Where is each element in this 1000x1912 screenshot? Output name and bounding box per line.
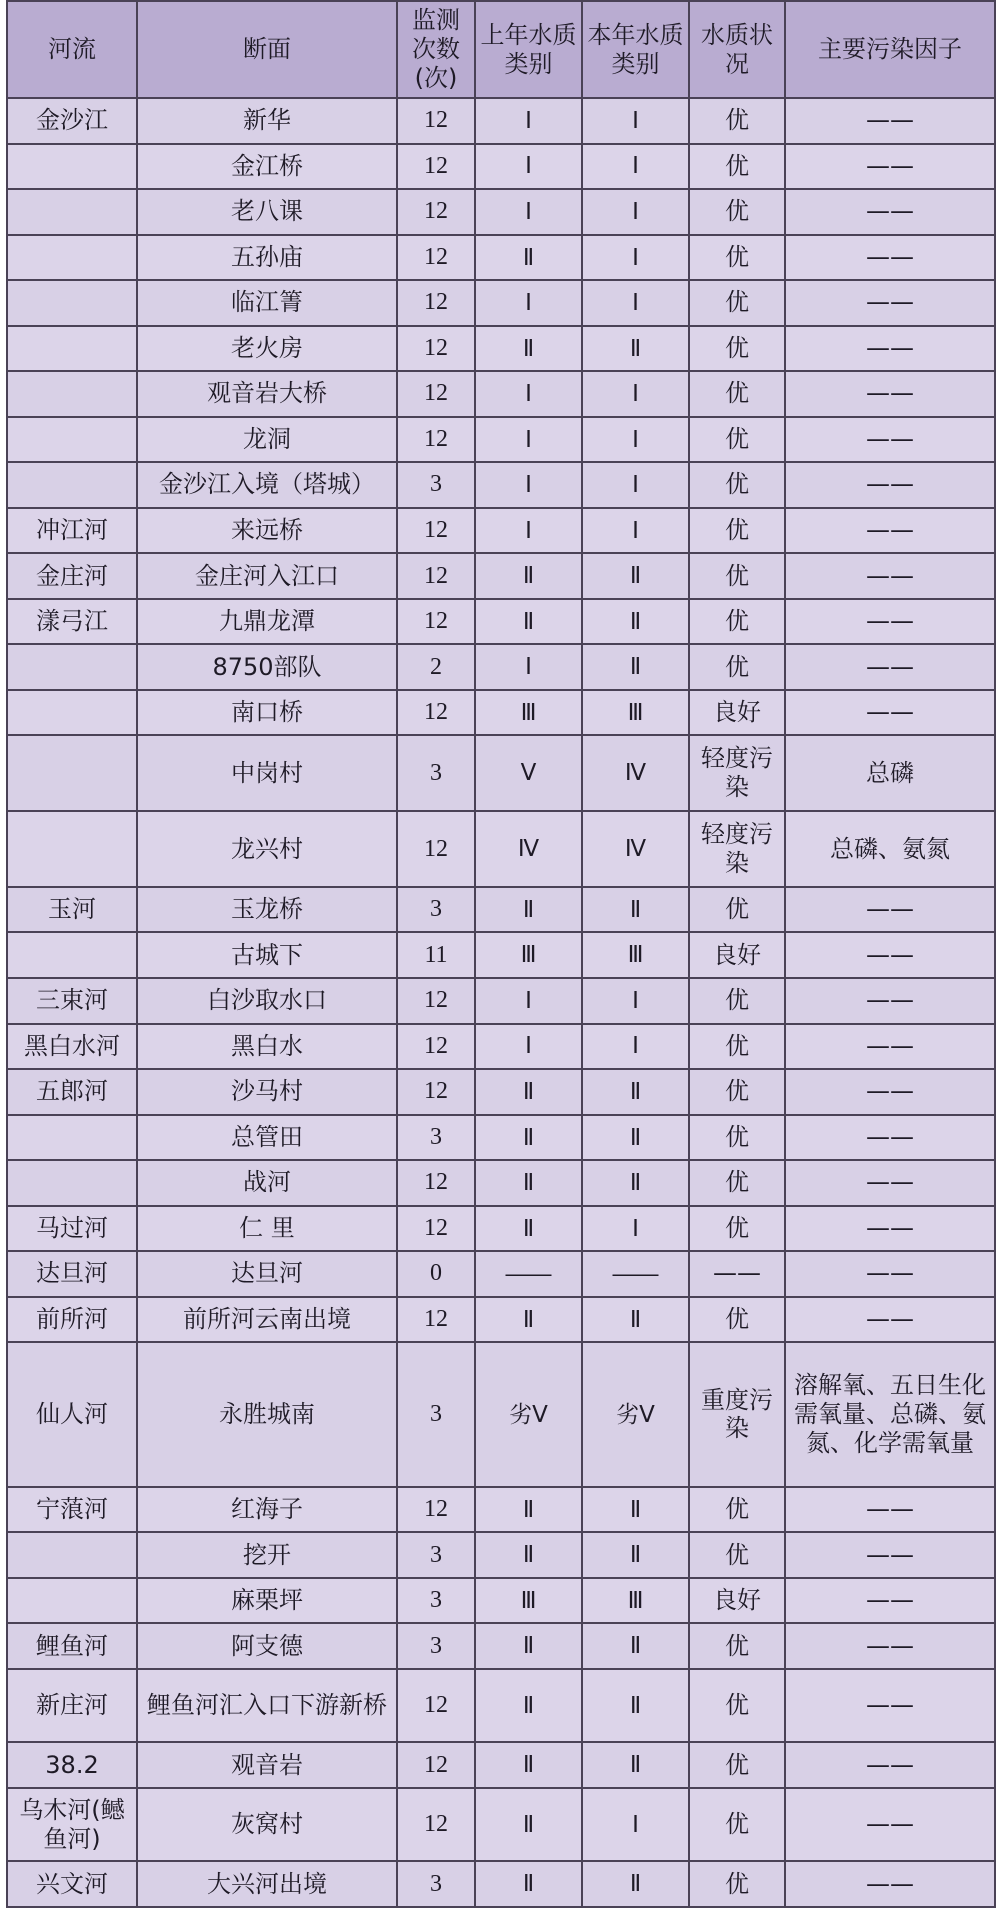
cell-count: 12	[397, 1487, 475, 1533]
cell-section: 老火房	[137, 326, 397, 372]
cell-count: 12	[397, 189, 475, 235]
cell-this-year-class: Ⅳ	[582, 735, 689, 811]
cell-status: 优	[689, 462, 785, 508]
table-row	[7, 1861, 995, 1907]
cell-section: 龙洞	[137, 417, 397, 463]
cell-main-factor: 总磷	[785, 735, 995, 811]
cell-count: 3	[397, 1342, 475, 1487]
cell-this-year-class: Ⅰ	[582, 98, 689, 144]
cell-last-year-class: 劣Ⅴ	[475, 1342, 582, 1487]
cell-section: 阿支德	[137, 1623, 397, 1669]
cell-main-factor: ——	[785, 690, 995, 736]
cell-section: 临江箐	[137, 280, 397, 326]
cell-last-year-class: Ⅱ	[475, 553, 582, 599]
cell-count: 3	[397, 1115, 475, 1161]
cell-status: 优	[689, 1742, 785, 1788]
cell-status: 轻度污染	[689, 735, 785, 811]
cell-section: 总管田	[137, 1115, 397, 1161]
table-row	[7, 1532, 995, 1578]
cell-section: 金沙江入境（塔城）	[137, 462, 397, 508]
cell-status: 优	[689, 553, 785, 599]
cell-section: 战河	[137, 1160, 397, 1206]
cell-this-year-class: Ⅰ	[582, 508, 689, 554]
cell-river: 漾弓江	[7, 599, 137, 645]
cell-river: 三束河	[7, 978, 137, 1024]
cell-last-year-class: Ⅴ	[475, 735, 582, 811]
cell-status: 重度污染	[689, 1342, 785, 1487]
cell-river	[7, 1532, 137, 1578]
cell-main-factor: ——	[785, 98, 995, 144]
cell-river	[7, 644, 137, 690]
table-row	[7, 690, 995, 736]
table-row	[7, 235, 995, 281]
cell-section: 白沙取水口	[137, 978, 397, 1024]
header-river: 河流	[7, 1, 137, 98]
cell-main-factor: ——	[785, 1206, 995, 1252]
cell-main-factor: ——	[785, 1623, 995, 1669]
cell-status: 优	[689, 1297, 785, 1343]
table-row	[7, 553, 995, 599]
cell-section: 达旦河	[137, 1251, 397, 1297]
cell-section: 龙兴村	[137, 811, 397, 887]
cell-count: 3	[397, 462, 475, 508]
cell-count: 11	[397, 932, 475, 978]
cell-main-factor: ——	[785, 644, 995, 690]
cell-river	[7, 1160, 137, 1206]
cell-this-year-class: Ⅱ	[582, 326, 689, 372]
cell-count: 12	[397, 280, 475, 326]
cell-main-factor: ——	[785, 1160, 995, 1206]
cell-count: 3	[397, 1532, 475, 1578]
cell-status: 优	[689, 371, 785, 417]
cell-main-factor: ——	[785, 1861, 995, 1907]
cell-count: 3	[397, 735, 475, 811]
table-row	[7, 1487, 995, 1533]
cell-last-year-class: Ⅱ	[475, 1532, 582, 1578]
cell-main-factor: ——	[785, 1742, 995, 1788]
cell-last-year-class: Ⅱ	[475, 1487, 582, 1533]
cell-status: 优	[689, 1069, 785, 1115]
cell-river: 马过河	[7, 1206, 137, 1252]
cell-count: 0	[397, 1251, 475, 1297]
cell-river	[7, 811, 137, 887]
cell-main-factor: ——	[785, 1788, 995, 1862]
cell-status: 优	[689, 1788, 785, 1862]
cell-count: 3	[397, 1861, 475, 1907]
table-row	[7, 1069, 995, 1115]
cell-river	[7, 690, 137, 736]
cell-count: 12	[397, 508, 475, 554]
cell-main-factor: ——	[785, 887, 995, 933]
cell-this-year-class: Ⅰ	[582, 144, 689, 190]
cell-count: 12	[397, 553, 475, 599]
cell-status: 优	[689, 235, 785, 281]
table-row	[7, 462, 995, 508]
cell-this-year-class: Ⅰ	[582, 417, 689, 463]
cell-this-year-class: Ⅰ	[582, 371, 689, 417]
cell-section: 仁 里	[137, 1206, 397, 1252]
cell-section: 鲤鱼河汇入口下游新桥	[137, 1669, 397, 1743]
cell-section: 新华	[137, 98, 397, 144]
cell-this-year-class: 劣Ⅴ	[582, 1342, 689, 1487]
cell-status: 良好	[689, 932, 785, 978]
cell-count: 12	[397, 978, 475, 1024]
cell-section: 永胜城南	[137, 1342, 397, 1487]
cell-main-factor: ——	[785, 280, 995, 326]
cell-section: 观音岩	[137, 1742, 397, 1788]
cell-this-year-class: Ⅰ	[582, 462, 689, 508]
table-row	[7, 1251, 995, 1297]
cell-river	[7, 1115, 137, 1161]
cell-last-year-class: Ⅰ	[475, 978, 582, 1024]
cell-count: 2	[397, 644, 475, 690]
header-this-year-class: 本年水质类别	[582, 1, 689, 98]
header-section: 断面	[137, 1, 397, 98]
cell-last-year-class: Ⅱ	[475, 1742, 582, 1788]
cell-this-year-class: Ⅱ	[582, 887, 689, 933]
cell-main-factor: ——	[785, 1069, 995, 1115]
table-row	[7, 417, 995, 463]
cell-river	[7, 189, 137, 235]
cell-section: 南口桥	[137, 690, 397, 736]
cell-main-factor: 溶解氧、五日生化需氧量、总磷、氨氮、化学需氧量	[785, 1342, 995, 1487]
table-row	[7, 1623, 995, 1669]
cell-count: 12	[397, 1788, 475, 1862]
cell-this-year-class: Ⅱ	[582, 1623, 689, 1669]
table-row	[7, 189, 995, 235]
table-row	[7, 1342, 995, 1487]
cell-status: 优	[689, 1669, 785, 1743]
table-row	[7, 599, 995, 645]
header-count: 监测次数(次)	[397, 1, 475, 98]
cell-section: 麻栗坪	[137, 1578, 397, 1624]
cell-last-year-class: Ⅱ	[475, 1297, 582, 1343]
cell-river: 冲江河	[7, 508, 137, 554]
cell-status: 优	[689, 887, 785, 933]
cell-main-factor: ——	[785, 371, 995, 417]
cell-count: 12	[397, 326, 475, 372]
cell-status: 良好	[689, 690, 785, 736]
header-last-year-class: 上年水质类别	[475, 1, 582, 98]
cell-status: 优	[689, 417, 785, 463]
cell-status: 优	[689, 1623, 785, 1669]
table-row	[7, 371, 995, 417]
cell-main-factor: ——	[785, 326, 995, 372]
cell-main-factor: ——	[785, 144, 995, 190]
cell-last-year-class: Ⅱ	[475, 1115, 582, 1161]
cell-this-year-class: Ⅲ	[582, 1578, 689, 1624]
cell-count: 12	[397, 371, 475, 417]
cell-status: 优	[689, 1024, 785, 1070]
cell-last-year-class: Ⅲ	[475, 1578, 582, 1624]
cell-this-year-class: Ⅱ	[582, 1861, 689, 1907]
cell-this-year-class: Ⅱ	[582, 1669, 689, 1743]
cell-last-year-class: Ⅱ	[475, 1788, 582, 1862]
cell-river: 金沙江	[7, 98, 137, 144]
cell-last-year-class: Ⅰ	[475, 189, 582, 235]
cell-section: 沙马村	[137, 1069, 397, 1115]
cell-last-year-class: Ⅰ	[475, 1024, 582, 1070]
cell-count: 12	[397, 811, 475, 887]
cell-status: ——	[689, 1251, 785, 1297]
cell-this-year-class: ——	[582, 1251, 689, 1297]
cell-section: 大兴河出境	[137, 1861, 397, 1907]
cell-last-year-class: Ⅱ	[475, 1160, 582, 1206]
cell-this-year-class: Ⅰ	[582, 1024, 689, 1070]
cell-status: 优	[689, 189, 785, 235]
cell-river	[7, 462, 137, 508]
cell-section: 挖开	[137, 1532, 397, 1578]
table-row	[7, 1578, 995, 1624]
table-row	[7, 98, 995, 144]
cell-river	[7, 371, 137, 417]
cell-status: 优	[689, 1206, 785, 1252]
cell-last-year-class: Ⅱ	[475, 1669, 582, 1743]
water-quality-sheet	[6, 0, 994, 1908]
cell-this-year-class: Ⅰ	[582, 1206, 689, 1252]
cell-section: 中岗村	[137, 735, 397, 811]
cell-last-year-class: Ⅲ	[475, 690, 582, 736]
cell-river: 新庄河	[7, 1669, 137, 1743]
cell-this-year-class: Ⅰ	[582, 189, 689, 235]
cell-last-year-class: Ⅱ	[475, 1623, 582, 1669]
cell-main-factor: ——	[785, 978, 995, 1024]
cell-section: 前所河云南出境	[137, 1297, 397, 1343]
cell-this-year-class: Ⅱ	[582, 1297, 689, 1343]
cell-count: 12	[397, 98, 475, 144]
cell-river: 鲤鱼河	[7, 1623, 137, 1669]
cell-river	[7, 235, 137, 281]
cell-river: 五郎河	[7, 1069, 137, 1115]
table-row	[7, 1669, 995, 1743]
table-row	[7, 644, 995, 690]
cell-count: 3	[397, 1623, 475, 1669]
cell-river: 兴文河	[7, 1861, 137, 1907]
cell-this-year-class: Ⅱ	[582, 553, 689, 599]
cell-count: 12	[397, 1669, 475, 1743]
cell-section: 老八课	[137, 189, 397, 235]
cell-this-year-class: Ⅱ	[582, 1742, 689, 1788]
cell-section: 五孙庙	[137, 235, 397, 281]
cell-main-factor: ——	[785, 417, 995, 463]
cell-this-year-class: Ⅱ	[582, 644, 689, 690]
cell-last-year-class: Ⅰ	[475, 371, 582, 417]
cell-section: 8750部队	[137, 644, 397, 690]
cell-section: 古城下	[137, 932, 397, 978]
cell-last-year-class: Ⅰ	[475, 144, 582, 190]
cell-last-year-class: Ⅰ	[475, 98, 582, 144]
cell-section: 金江桥	[137, 144, 397, 190]
cell-status: 优	[689, 1487, 785, 1533]
cell-this-year-class: Ⅲ	[582, 690, 689, 736]
header-status: 水质状况	[689, 1, 785, 98]
cell-river	[7, 417, 137, 463]
cell-last-year-class: Ⅱ	[475, 1206, 582, 1252]
cell-last-year-class: Ⅰ	[475, 417, 582, 463]
table-row	[7, 1024, 995, 1070]
cell-main-factor: ——	[785, 462, 995, 508]
cell-main-factor: ——	[785, 1251, 995, 1297]
cell-status: 优	[689, 144, 785, 190]
cell-last-year-class: Ⅰ	[475, 462, 582, 508]
cell-section: 玉龙桥	[137, 887, 397, 933]
table-row	[7, 280, 995, 326]
cell-river	[7, 326, 137, 372]
cell-count: 12	[397, 1742, 475, 1788]
cell-section: 观音岩大桥	[137, 371, 397, 417]
cell-river: 玉河	[7, 887, 137, 933]
cell-main-factor: ——	[785, 1115, 995, 1161]
table-row	[7, 1115, 995, 1161]
cell-this-year-class: Ⅱ	[582, 1115, 689, 1161]
cell-last-year-class: Ⅰ	[475, 280, 582, 326]
cell-this-year-class: Ⅱ	[582, 1069, 689, 1115]
cell-river	[7, 735, 137, 811]
cell-last-year-class: Ⅱ	[475, 326, 582, 372]
cell-status: 优	[689, 1861, 785, 1907]
cell-this-year-class: Ⅱ	[582, 599, 689, 645]
cell-status: 优	[689, 508, 785, 554]
cell-section: 灰窝村	[137, 1788, 397, 1862]
cell-last-year-class: Ⅲ	[475, 932, 582, 978]
table-row	[7, 326, 995, 372]
cell-river	[7, 280, 137, 326]
cell-river: 乌木河(鳡鱼河)	[7, 1788, 137, 1862]
cell-status: 优	[689, 1160, 785, 1206]
cell-last-year-class: Ⅳ	[475, 811, 582, 887]
table-row	[7, 1297, 995, 1343]
cell-river: 金庄河	[7, 553, 137, 599]
table-row	[7, 1206, 995, 1252]
cell-main-factor: ——	[785, 189, 995, 235]
cell-this-year-class: Ⅱ	[582, 1532, 689, 1578]
cell-main-factor: ——	[785, 553, 995, 599]
cell-river	[7, 144, 137, 190]
cell-last-year-class: Ⅱ	[475, 599, 582, 645]
cell-status: 优	[689, 978, 785, 1024]
cell-count: 12	[397, 599, 475, 645]
cell-last-year-class: Ⅱ	[475, 887, 582, 933]
table-row	[7, 735, 995, 811]
cell-last-year-class: Ⅱ	[475, 1069, 582, 1115]
table-row	[7, 811, 995, 887]
cell-main-factor: ——	[785, 508, 995, 554]
cell-status: 良好	[689, 1578, 785, 1624]
cell-last-year-class: Ⅱ	[475, 235, 582, 281]
cell-count: 3	[397, 1578, 475, 1624]
cell-river: 宁蒗河	[7, 1487, 137, 1533]
cell-count: 12	[397, 1024, 475, 1070]
cell-count: 12	[397, 1069, 475, 1115]
cell-count: 12	[397, 1297, 475, 1343]
header-main-factor: 主要污染因子	[785, 1, 995, 98]
cell-main-factor: ——	[785, 1532, 995, 1578]
cell-this-year-class: Ⅰ	[582, 280, 689, 326]
cell-count: 12	[397, 690, 475, 736]
cell-this-year-class: Ⅰ	[582, 978, 689, 1024]
cell-count: 12	[397, 1206, 475, 1252]
cell-status: 轻度污染	[689, 811, 785, 887]
table-row	[7, 932, 995, 978]
table-row	[7, 887, 995, 933]
cell-river: 黑白水河	[7, 1024, 137, 1070]
cell-main-factor: ——	[785, 1297, 995, 1343]
cell-river: 38.2	[7, 1742, 137, 1788]
cell-main-factor: ——	[785, 1578, 995, 1624]
table-row	[7, 1742, 995, 1788]
cell-river: 前所河	[7, 1297, 137, 1343]
table-row	[7, 1160, 995, 1206]
cell-status: 优	[689, 1532, 785, 1578]
cell-this-year-class: Ⅱ	[582, 1487, 689, 1533]
cell-this-year-class: Ⅱ	[582, 1160, 689, 1206]
cell-this-year-class: Ⅲ	[582, 932, 689, 978]
cell-this-year-class: Ⅳ	[582, 811, 689, 887]
cell-status: 优	[689, 326, 785, 372]
cell-main-factor: 总磷、氨氮	[785, 811, 995, 887]
table-row	[7, 144, 995, 190]
cell-section: 金庄河入江口	[137, 553, 397, 599]
cell-status: 优	[689, 644, 785, 690]
table-row	[7, 508, 995, 554]
cell-main-factor: ——	[785, 932, 995, 978]
cell-last-year-class: ——	[475, 1251, 582, 1297]
cell-main-factor: ——	[785, 1024, 995, 1070]
cell-count: 12	[397, 144, 475, 190]
cell-count: 12	[397, 235, 475, 281]
cell-river	[7, 932, 137, 978]
header-row	[7, 1, 995, 98]
table-row	[7, 1788, 995, 1862]
cell-status: 优	[689, 98, 785, 144]
cell-main-factor: ——	[785, 235, 995, 281]
cell-this-year-class: Ⅰ	[582, 1788, 689, 1862]
cell-main-factor: ——	[785, 1669, 995, 1743]
cell-river: 仙人河	[7, 1342, 137, 1487]
table-row	[7, 978, 995, 1024]
cell-last-year-class: Ⅰ	[475, 644, 582, 690]
cell-count: 3	[397, 887, 475, 933]
cell-count: 12	[397, 417, 475, 463]
water-quality-table	[6, 0, 996, 1908]
cell-this-year-class: Ⅰ	[582, 235, 689, 281]
cell-main-factor: ——	[785, 1487, 995, 1533]
cell-last-year-class: Ⅱ	[475, 1861, 582, 1907]
cell-section: 黑白水	[137, 1024, 397, 1070]
cell-status: 优	[689, 599, 785, 645]
cell-main-factor: ——	[785, 599, 995, 645]
cell-river	[7, 1578, 137, 1624]
cell-count: 12	[397, 1160, 475, 1206]
cell-last-year-class: Ⅰ	[475, 508, 582, 554]
cell-status: 优	[689, 1115, 785, 1161]
cell-status: 优	[689, 280, 785, 326]
cell-section: 来远桥	[137, 508, 397, 554]
cell-section: 九鼎龙潭	[137, 599, 397, 645]
cell-river: 达旦河	[7, 1251, 137, 1297]
cell-section: 红海子	[137, 1487, 397, 1533]
